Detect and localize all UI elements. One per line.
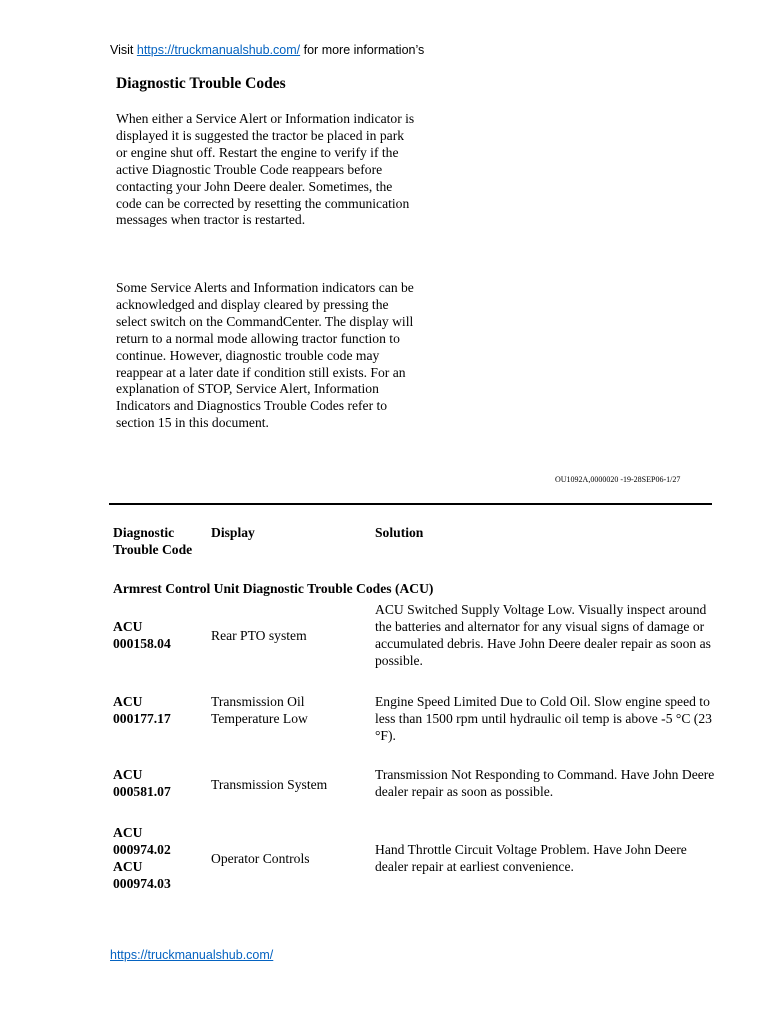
table-row (0, 824, 768, 896)
display-cell: Operator Controls (211, 851, 310, 866)
column-header-solution: Solution (375, 525, 424, 540)
display-cell: Rear PTO system (211, 628, 307, 643)
column-header-display: Display (211, 525, 255, 540)
solution-cell: Hand Throttle Circuit Voltage Problem. Have John Deere dealer repair at earliest convenience. (375, 842, 687, 874)
column-header-code: Diagnostic Trouble Code (113, 525, 193, 557)
intro-paragraph: When either a Service Alert or Information indicator is displayed it is suggested the tractor be placed in park or engine shut off. Restart the engine to verify if the active Diagnostic Trouble Code reappears before contacting your John Deere dealer. Sometimes, the code can be corrected by resetting the communication messages when tractor is restarted. (116, 111, 415, 228)
table-row (0, 601, 768, 673)
section-divider (109, 503, 712, 505)
footer-link[interactable]: https://truckmanualshub.com/ (110, 948, 274, 962)
code-cell: ACU 000974.02 ACU 000974.03 (113, 825, 171, 891)
solution-cell: ACU Switched Supply Voltage Low. Visually inspect around the batteries and alternator for any visual signs of damage or accumulated debris. Have John Deere dealer repair as soon as possible. (375, 602, 711, 668)
header-link[interactable]: https://truckmanualshub.com/ (136, 43, 301, 57)
page-title: Diagnostic Trouble Codes (116, 75, 286, 92)
solution-cell: Transmission Not Responding to Command. Have John Deere dealer repair as soon as possible. (375, 767, 715, 799)
code-cell: ACU 000581.07 (113, 767, 171, 799)
header-line (110, 43, 424, 57)
section-title: Armrest Control Unit Diagnostic Trouble Codes (ACU) (113, 581, 434, 596)
code-cell: ACU 000177.17 (113, 694, 171, 726)
table-row (0, 766, 768, 806)
display-cell: Transmission System (211, 777, 328, 792)
header-suffix: for more information’s (300, 43, 425, 57)
solution-cell: Engine Speed Limited Due to Cold Oil. Slow engine speed to less than 1500 rpm until hydraulic oil temp is above -5 °C (23 °F). (375, 694, 712, 743)
reference-code: OU1092A,0000020 -19-28SEP06-1/27 (555, 475, 681, 484)
code-cell: ACU 000158.04 (113, 619, 171, 651)
display-cell: Transmission Oil Temperature Low (211, 694, 308, 726)
table-row (0, 692, 768, 748)
header-prefix: Visit (110, 43, 137, 57)
acknowledge-paragraph: Some Service Alerts and Information indicators can be acknowledged and display cleared by pressing the select switch on the CommandCenter. The display will return to a normal mode allowing tractor function to continue. However, diagnostic trouble code may reappear at a later date if condition still exists. For an explanation of STOP, Service Alert, Information Indicators and Diagnostics Trouble Codes refer to section 15 in this document. (116, 280, 414, 431)
footer (110, 948, 273, 962)
